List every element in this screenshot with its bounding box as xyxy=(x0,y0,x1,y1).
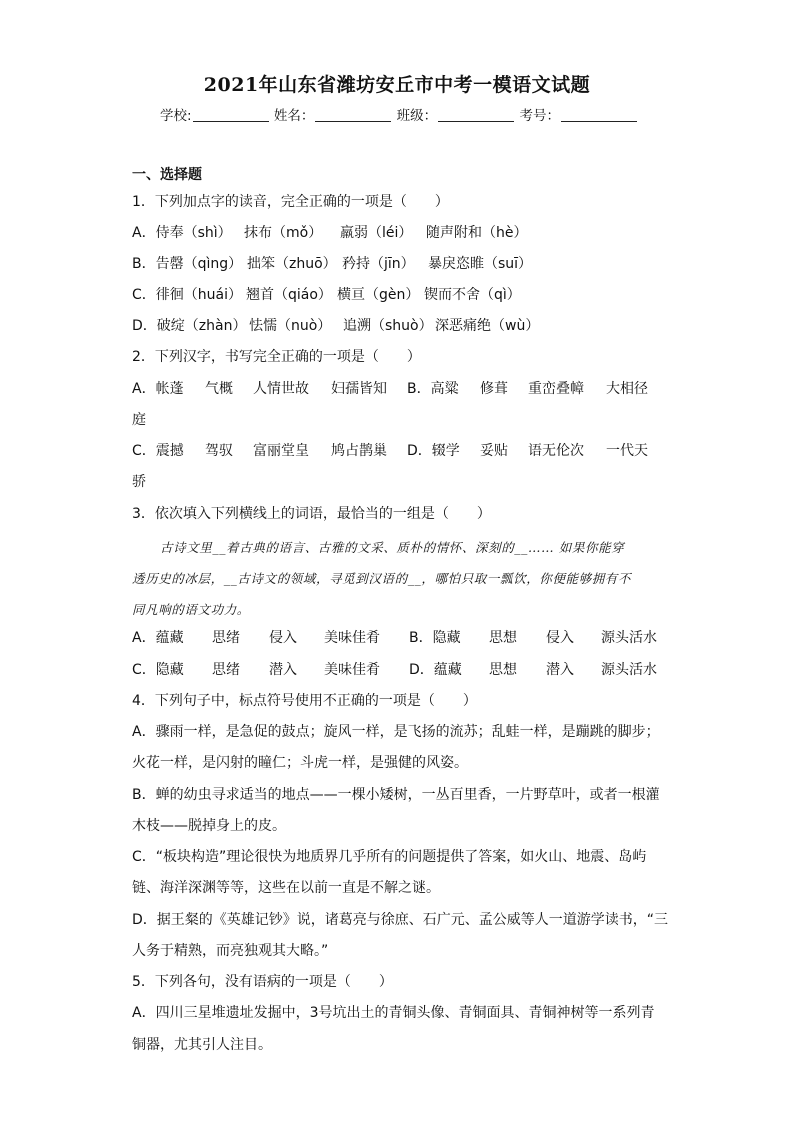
q2-item: B．高粱 xyxy=(407,381,459,397)
q2-item: D．辍学 xyxy=(407,443,460,459)
q3-item: 源头活水 xyxy=(601,662,657,678)
q3-stem: 3．依次填入下列横线上的词语，最恰当的一组是（ ） xyxy=(132,506,491,522)
q5-stem: 5．下列各句，没有语病的一项是（ ） xyxy=(132,974,393,990)
exam-number-blank[interactable] xyxy=(561,107,637,122)
q3-item: 思绪 xyxy=(212,630,240,646)
q1-d-item: 怯懦（nuò） xyxy=(249,318,332,334)
q1-b-item: 拙笨（zhuō） xyxy=(247,256,337,272)
q3-item: 潜入 xyxy=(546,662,574,678)
q2-item: 鸠占鹊巢 xyxy=(331,443,387,459)
q4-option-a-cont: 火花一样，是闪射的瞳仁；斗虎一样，是强健的风姿。 xyxy=(132,755,468,771)
q4-option-b-cont: 木枝——脱掉身上的皮。 xyxy=(132,818,286,834)
q3-item: A．蕴藏 xyxy=(132,630,184,646)
q2-item: 人情世故 xyxy=(253,381,309,397)
q1-c-item: 翘首（qiáo） xyxy=(246,287,332,303)
q2-wrap-1: 庭 xyxy=(132,412,146,428)
q1-a-item: A．侍奉（shì） xyxy=(132,225,232,241)
q2-item: 妥贴 xyxy=(480,443,508,459)
q1-c-item: C．徘徊（huái） xyxy=(132,287,242,303)
q2-item: 大相径 xyxy=(606,381,648,397)
q2-item: 驾驭 xyxy=(205,443,233,459)
q1-d-item: 深恶痛绝（wù） xyxy=(435,318,540,334)
q3-item: 侵入 xyxy=(546,630,574,646)
school-label: 学校: xyxy=(160,108,192,124)
name-blank[interactable] xyxy=(315,107,391,122)
q3-passage-line: 同凡响的语文功力。 xyxy=(132,602,250,617)
q1-d-item: 追溯（shuò） xyxy=(343,318,433,334)
q2-item: 一代天 xyxy=(606,443,648,459)
q3-item: 美味佳肴 xyxy=(324,662,380,678)
q1-b-item: B．告罄（qìng） xyxy=(132,256,243,272)
student-info-line xyxy=(160,104,638,124)
q2-wrap-2: 骄 xyxy=(132,474,146,490)
q2-item: 语无伦次 xyxy=(528,443,584,459)
q3-item: 思想 xyxy=(489,630,517,646)
q1-c-item: 横亘（gèn） xyxy=(337,287,420,303)
q2-item: 重峦叠幛 xyxy=(528,381,584,397)
q1-b-item: 矜持（jīn） xyxy=(342,256,415,272)
q3-item: 思绪 xyxy=(212,662,240,678)
q1-c-item: 锲而不舍（qì） xyxy=(424,287,521,303)
exam-number-label: 考号： xyxy=(519,108,560,124)
school-blank[interactable] xyxy=(193,107,269,122)
q3-item: 源头活水 xyxy=(601,630,657,646)
q2-item: 富丽堂皇 xyxy=(253,443,309,459)
q3-options-cd xyxy=(132,663,657,677)
q1-d-item: D．破绽（zhàn） xyxy=(132,318,247,334)
section-heading: 一、选择题 xyxy=(132,167,202,183)
q3-item: B．隐藏 xyxy=(409,630,461,646)
page-title: 2021年山东省潍坊安丘市中考一模语文试题 xyxy=(203,74,591,96)
q4-option-c: C．“板块构造”理论很快为地质界几乎所有的问题提供了答案，如火山、地震、岛屿 xyxy=(132,849,647,865)
q5-option-a: A．四川三星堆遗址发掘中，3号坑出土的青铜头像、青铜面具、青铜神树等一系列青 xyxy=(132,1005,655,1021)
q3-options-ab xyxy=(132,631,657,645)
q5-option-a-cont: 铜器，尤其引人注目。 xyxy=(132,1037,272,1053)
q4-option-c-cont: 链、海洋深渊等等，这些在以前一直是不解之谜。 xyxy=(132,880,440,896)
q2-item: A．帐蓬 xyxy=(132,381,184,397)
q4-stem: 4．下列句子中，标点符号使用不正确的一项是（ ） xyxy=(132,693,477,709)
q3-item: 美味佳肴 xyxy=(324,630,380,646)
q1-a-item: 随声附和（hè） xyxy=(426,225,528,241)
q3-passage-line: 古诗文里__着古典的语言、古雅的文采、质朴的情怀、深刻的__…… 如果你能穿 xyxy=(160,540,625,555)
q3-item: 思想 xyxy=(489,662,517,678)
q3-item: C．隐藏 xyxy=(132,662,184,678)
q4-option-a: A．骤雨一样，是急促的鼓点；旋风一样，是飞扬的流苏；乱蛙一样，是蹦跳的脚步； xyxy=(132,724,660,740)
class-label: 班级： xyxy=(396,108,438,124)
q4-option-d: D．据王粲的《英雄记钞》说，诸葛亮与徐庶、石广元、孟公威等人一道游学读书，“三 xyxy=(132,912,669,928)
name-label: 姓名： xyxy=(273,108,315,124)
q1-option-b xyxy=(132,257,532,271)
q2-options-cd xyxy=(132,444,648,458)
q1-option-c xyxy=(132,288,521,302)
q1-a-item: 羸弱（léi） xyxy=(340,225,413,241)
class-blank[interactable] xyxy=(438,107,514,122)
q4-option-b: B．蝉的幼虫寻求适当的地点——一棵小矮树，一丛百里香，一片野草叶，或者一根灌 xyxy=(132,787,660,803)
q3-item: 侵入 xyxy=(269,630,297,646)
q2-item: 妇孺皆知 xyxy=(331,381,387,397)
q3-passage-line: 透历史的冰层，__古诗文的领域，寻觅到汉语的__，哪怕只取一瓢饮，你便能够拥有不 xyxy=(132,571,632,586)
q2-item: 气概 xyxy=(205,381,233,397)
q2-options-ab xyxy=(132,382,648,396)
q3-item: D．蕴藏 xyxy=(409,662,462,678)
q1-stem: 1．下列加点字的读音，完全正确的一项是（ ） xyxy=(132,194,449,210)
q2-stem: 2．下列汉字，书写完全正确的一项是（ ） xyxy=(132,349,421,365)
q2-item: 修葺 xyxy=(480,381,508,397)
q1-a-item: 抹布（mǒ） xyxy=(244,225,323,241)
q1-option-d xyxy=(132,319,539,333)
q3-item: 潜入 xyxy=(269,662,297,678)
q4-option-d-cont: 人务于精熟，而亮独观其大略。” xyxy=(132,943,329,959)
q1-b-item: 暴戾恣睢（suī） xyxy=(428,256,533,272)
q1-option-a xyxy=(132,226,528,240)
q2-item: C．震撼 xyxy=(132,443,184,459)
